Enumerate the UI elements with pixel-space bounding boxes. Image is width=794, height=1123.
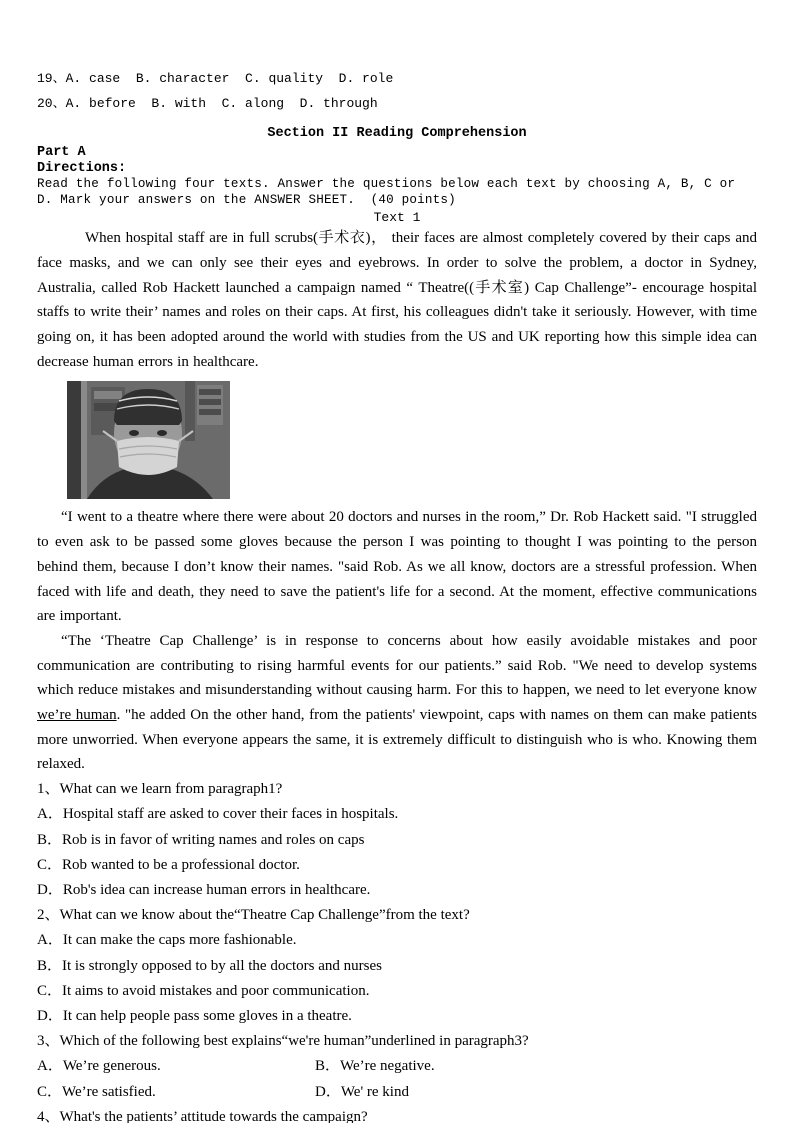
question-2-option-a: A．It can make the caps more fashionable. — [37, 932, 297, 949]
directions-label: Directions: — [37, 161, 127, 176]
cloze-options: A. before B. with C. along D. through — [65, 96, 378, 111]
article-photo — [67, 381, 757, 499]
questions-section — [37, 777, 757, 1123]
paragraph-3-text-after: . "he added On the other hand, from the patients' viewpoint, caps with names on them can make patients more unworried. When everyone appears the same, it is extremely difficult to distinguish who is who. Knowing them relaxed. — [37, 707, 757, 773]
question-3-option-a: A．We’re generous. — [37, 1058, 161, 1075]
question-4-stem: 4、What's the patients’ attitude towards the campaign? — [37, 1108, 368, 1123]
question-2-stem: 2、What can we know about the“Theatre Cap Challenge”from the text? — [37, 907, 470, 924]
cloze-options: A. case B. character C. quality D. role — [65, 71, 394, 86]
question-2-option-d: D．It can help people pass some gloves in a theatre. — [37, 1007, 352, 1024]
directions-text: Read the following four texts. Answer the questions below each text by choosing A, B, C or D. Mark your answers on the ANSWER SHEET. (40 points) — [37, 177, 743, 207]
question-1-option-a: A．Hospital staff are asked to cover their faces in hospitals. — [37, 806, 399, 823]
passage-paragraph-2: “I went to a theatre where there were about 20 doctors and nurses in the room,” Dr. Rob Hackett said. "I struggled to even ask to be passed some gloves because the person I was pointing to thought I was pointing to the person behind them, because I don’t know their names. "said Rob. As we all know, doctors are a stressful profession. When faced with life and death, they need to save the patient's life for a second. At the moment, effective communications are important. — [37, 509, 757, 625]
question-2-option-b: B．It is strongly opposed to by all the doctors and nurses — [37, 957, 382, 974]
question-3-option-c: C．We’re satisfied. — [37, 1083, 156, 1100]
cloze-number: 19、 — [37, 71, 66, 86]
question-1-option-c: C．Rob wanted to be a professional doctor. — [37, 856, 300, 873]
question-3-options-row-2 — [37, 1080, 757, 1105]
text-1-label: Text 1 — [373, 210, 421, 226]
question-3-option-b: B．We’re negative. — [315, 1058, 435, 1075]
question-3-option-d: D．We' re kind — [315, 1083, 409, 1100]
underlined-phrase: we’re human — [37, 707, 117, 724]
paragraph-3-text: “The ‘Theatre Cap Challenge’ is in response to concerns about how easily avoidable mistakes and poor communication are contributing to rising harmful events for our patients.” said Rob. "We need to develop systems which reduce mistakes and misunderstanding without causing harm. For this to happen, we need to let everyone know — [37, 632, 757, 699]
question-3-stem: 3、Which of the following best explains“we're human”underlined in paragraph3? — [37, 1033, 529, 1050]
part-label: Part A — [37, 145, 86, 160]
cloze-item-20 — [37, 91, 757, 116]
passage-paragraph-1: When hospital staff are in full scrubs(手术衣)， their faces are almost completely covered by their caps and face masks, and we can only see their eyes and eyebrows. In order to solve the problem, a doctor in Sydney, Australia, called Rob Hackett launched a campaign named “ Theatre((手术室) Cap Challenge”- encourage hospital staffs to write their’ names and roles on their caps. At first, his colleagues didn't take it seriously. However, with time going on, it has been adopted around the world with studies from the US and UK reporting how this simple idea can decrease human errors in healthcare. — [37, 230, 757, 370]
section-title: Section II Reading Comprehension — [267, 126, 527, 141]
question-3-options-row-1 — [37, 1054, 757, 1079]
passage-paragraph-3 — [37, 629, 757, 777]
question-1-stem: 1、What can we learn from paragraph1? — [37, 781, 283, 798]
cloze-number: 20、 — [37, 96, 66, 111]
cloze-item-19 — [37, 66, 757, 91]
masked-doctor-photo — [67, 381, 230, 499]
question-2-option-c: C．It aims to avoid mistakes and poor communication. — [37, 982, 370, 999]
question-1-option-d: D．Rob's idea can increase human errors in healthcare. — [37, 881, 371, 898]
question-1-option-b: B．Rob is in favor of writing names and roles on caps — [37, 831, 365, 848]
